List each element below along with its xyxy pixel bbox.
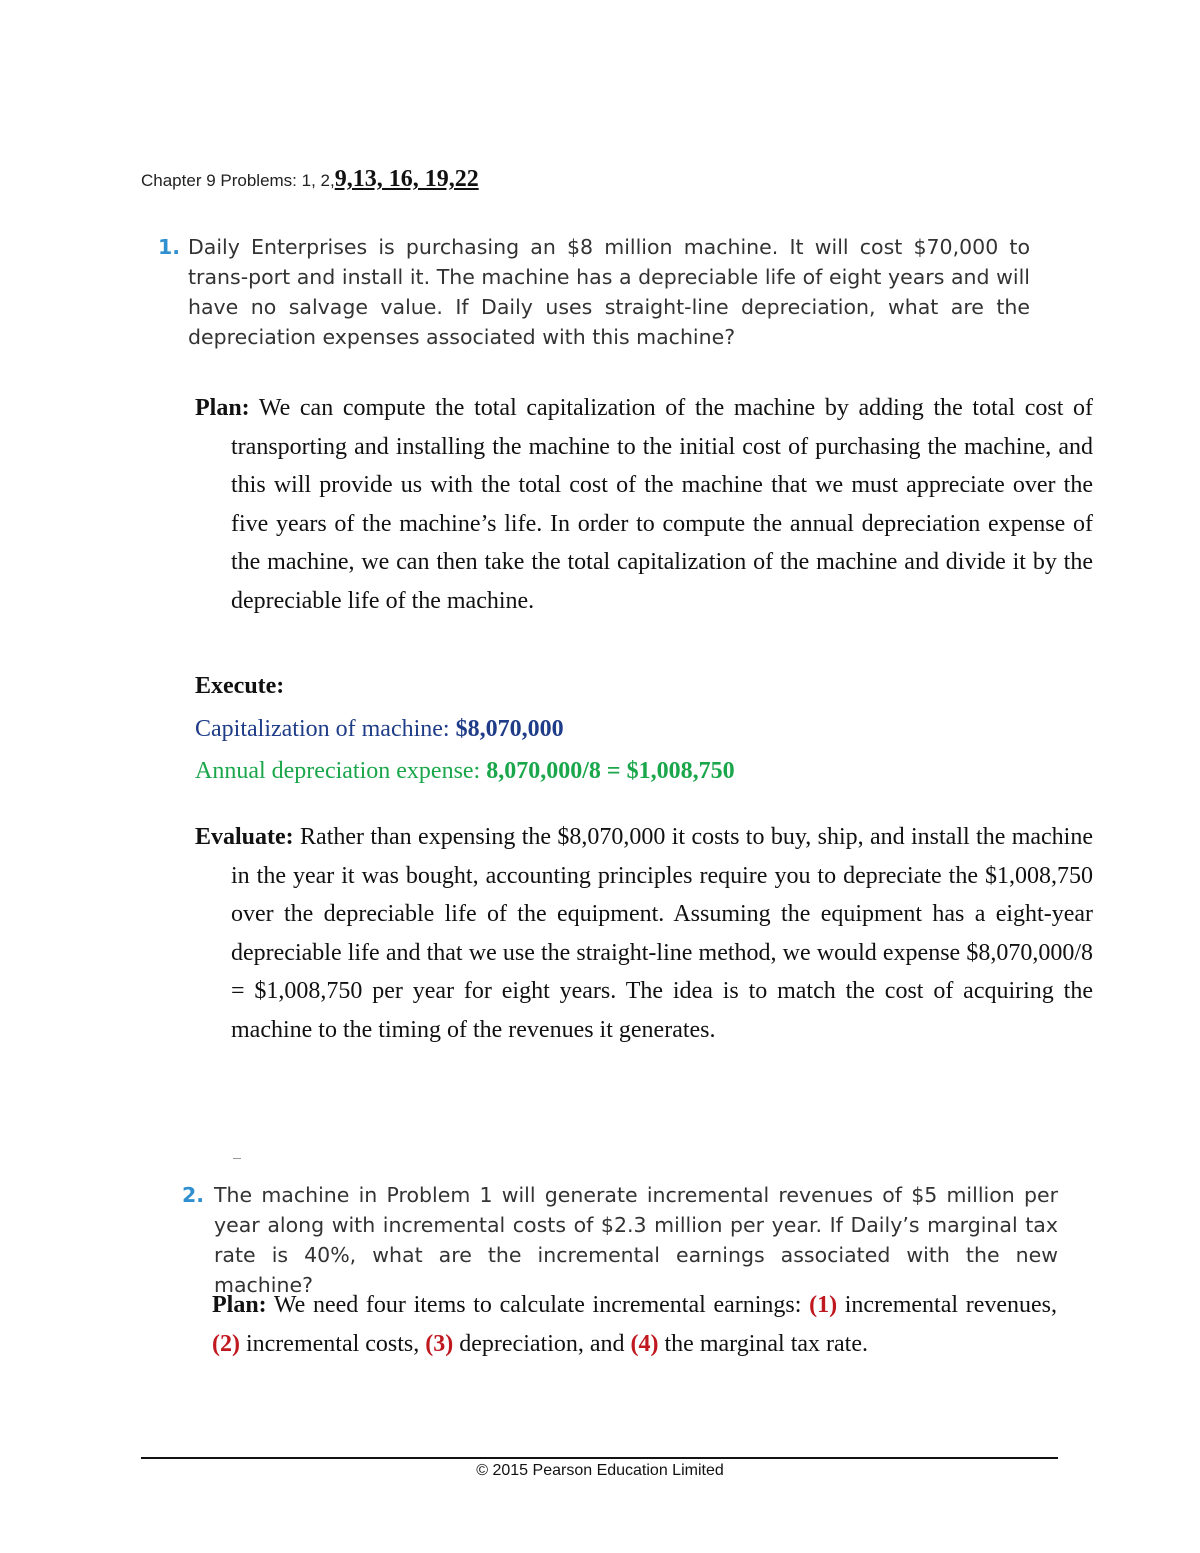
capitalization-value: $8,070,000	[455, 716, 564, 742]
item-1-marker: (1)	[809, 1292, 838, 1318]
plan-1-label: Plan:	[195, 395, 250, 421]
evaluate-paragraph	[195, 818, 1093, 1049]
plan-2-text-1: We need four items to calculate incremental earnings:	[266, 1292, 810, 1318]
annual-depreciation-label: Annual depreciation expense:	[195, 758, 487, 784]
chapter-heading-prefix: Chapter 9 Problems: 1, 2,	[141, 171, 335, 190]
capitalization-label: Capitalization of machine:	[195, 716, 456, 742]
capitalization-line	[195, 716, 564, 743]
plan-2-text-2: incremental revenues,	[837, 1292, 1057, 1318]
plan-1-text: We can compute the total capitalization of the machine by adding the total cost of transporting and installing the machine to the initial cost of purchasing the machine, and this will provide us with the total cost of the machine that we must appreciate over the five years of the machine’s life. In order to compute the annual depreciation expense of the machine, we can then take the total capitalization of the machine and divide it by the depreciable life of the machine.	[231, 395, 1093, 614]
problem-2-text: The machine in Problem 1 will generate incremental revenues of $5 million per year along with incremental costs of $2.3 million per year. If Daily’s marginal tax rate is 40%, what are the incremental earnings associated with the new machine?	[214, 1183, 1058, 1297]
plan-2-label: Plan:	[212, 1292, 267, 1318]
footer-rule	[141, 1457, 1058, 1459]
problem-1-number: 1.	[158, 235, 181, 259]
evaluate-text: Rather than expensing the $8,070,000 it costs to buy, ship, and install the machine in the year it was bought, accounting principles require you to depreciate the $1,008,750 over the depreciable life of the equipment. Assuming the equipment has a eight-year depreciable life and that we use the straight-line method, we would expense $8,070,000/8 = $1,008,750 per year for eight years. The idea is to match the cost of acquiring the machine to the timing of the revenues it generates.	[231, 824, 1093, 1043]
annual-depreciation-line	[195, 758, 735, 785]
item-3-marker: (3)	[425, 1330, 454, 1357]
divider-mark	[233, 1158, 241, 1159]
problem-2	[182, 1180, 1058, 1300]
plan-1-paragraph	[195, 389, 1093, 620]
plan-2-text-3: incremental costs,	[239, 1330, 426, 1357]
annual-depreciation-value: 8,070,000/8 = $1,008,750	[486, 758, 735, 784]
problem-1-text: Daily Enterprises is purchasing an $8 million machine. It will cost $70,000 to trans-port and install it. The machine has a depreciable life of eight years and will have no salvage value. If Daily uses straight-line depreciation, what are the depreciation expenses associated with this machine?	[188, 235, 1030, 349]
item-4-marker: (4)	[630, 1330, 659, 1357]
problem-1	[158, 232, 1030, 352]
item-2-marker: (2)	[212, 1330, 240, 1357]
problem-2-number: 2.	[182, 1183, 205, 1207]
chapter-heading-problem-list: 9,13, 16, 19,22	[334, 166, 479, 192]
footer-copyright: © 2015 Pearson Education Limited	[476, 1462, 724, 1479]
execute-label: Execute:	[195, 673, 285, 699]
plan-2-text-4: depreciation, and	[453, 1330, 631, 1357]
plan-2-paragraph	[212, 1286, 1057, 1363]
evaluate-label: Evaluate:	[195, 824, 294, 850]
chapter-heading	[141, 166, 479, 193]
plan-2-text-5: the marginal tax rate.	[658, 1330, 868, 1357]
